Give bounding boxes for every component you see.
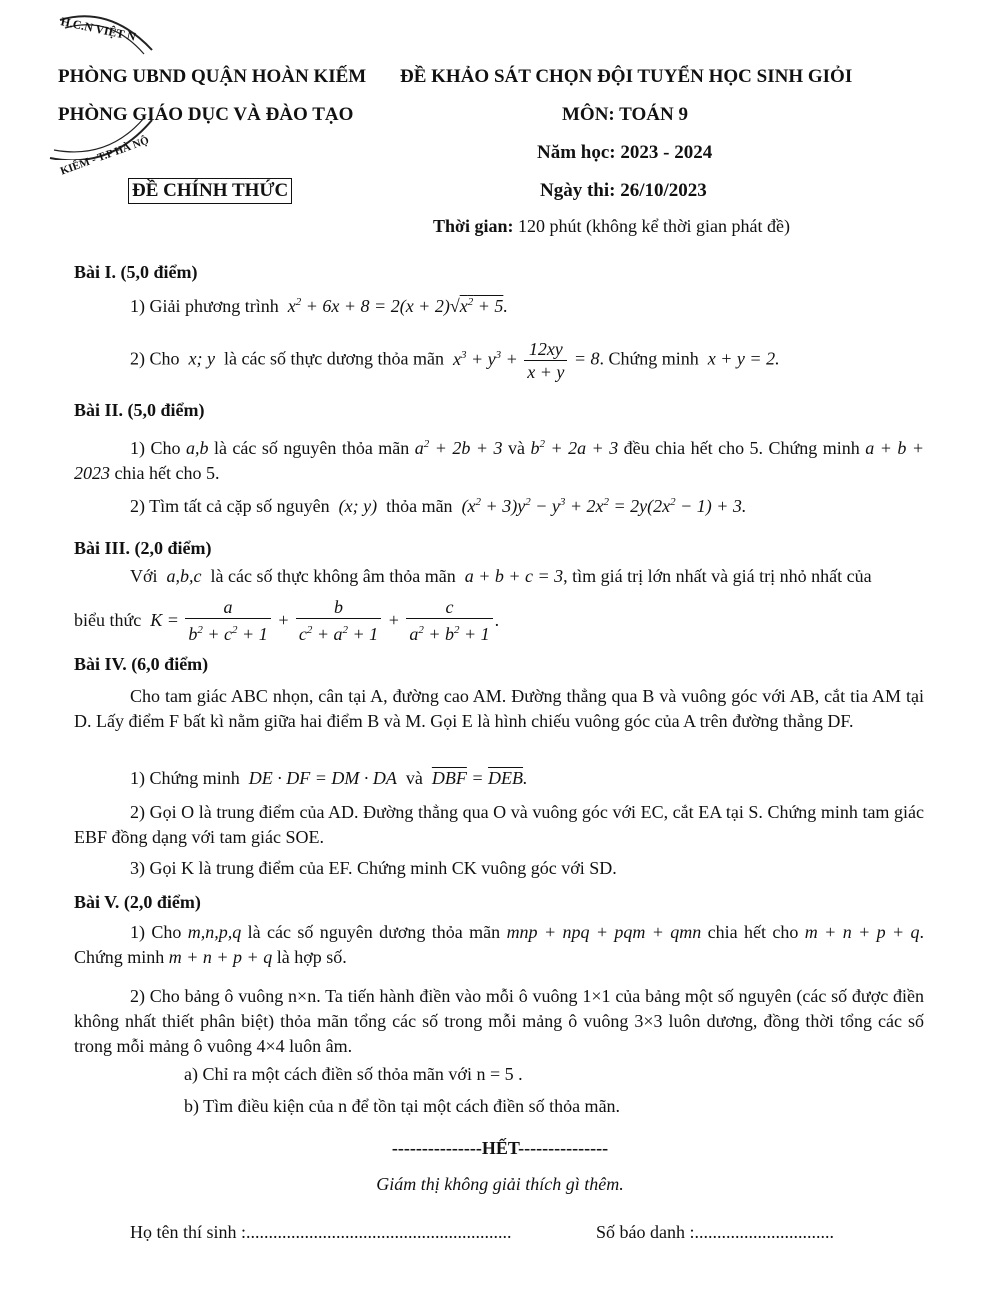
q2-lead: 2) Cho [130, 348, 180, 369]
time-label: Thời gian: [433, 216, 514, 236]
subject: MÔN: TOÁN 9 [562, 104, 688, 125]
problem-2-q2: 2) Tìm tất cả cặp số nguyên (x; y) thỏa mãn $(x^2 + 3)y^2 - y^3 + 2x^2 = 2y(2x^2 - 1) + 3$. [130, 496, 747, 516]
problem-2-title: Bài II. (5,0 điểm) [74, 400, 205, 420]
problem-3-title: Bài III. (2,0 điểm) [74, 538, 212, 558]
problem-4-q3: 3) Gọi K là trung điểm của EF. Chứng minh CK vuông góc với SD. [130, 858, 617, 878]
candidate-name-field: Họ tên thí sinh :........................................................... [130, 1222, 512, 1242]
problem-4-q2: 2) Gọi O là trung điểm của AD. Đường thẳng qua O và vuông góc với EC, cắt EA tại S. Chứng minh tam giác EBF đồng dạng với tam giác SOE. [74, 802, 924, 847]
exam-time [433, 216, 790, 237]
problem-4-intro: Cho tam giác ABC nhọn, cân tại A, đường cao AM. Đường thẳng qua B và vuông góc với AB, cắt tia AM tại D. Lấy điểm F bất kì nằm giữa hai điểm B và M. Gọi E là hình chiếu vuông góc của A trên đường thẳng DF. [74, 686, 924, 731]
fraction: $\frac{12xy}{x + y}$ [524, 338, 567, 383]
problem-5-q1: 1) Cho m,n,p,q là các số nguyên dương thỏa mãn mnp + npq + pqm + qmn chia hết cho m + n + p + q. Chứng minh m + n + p + q là hợp số. [74, 922, 925, 967]
problem-5-q2b: b) Tìm điều kiện của n để tồn tại một cách điền số thỏa mãn. [184, 1096, 621, 1116]
problem-5-title: Bài V. (2,0 điểm) [74, 892, 201, 912]
problem-2-q1: 1) Cho a,b là các số nguyên thỏa mãn $a^2 + 2b + 3$ và $b^2 + 2a + 3$ đều chia hết cho 5. Chứng minh a + b + 2023 chia hết cho 5. [74, 438, 925, 483]
problem-5-q2a: a) Chỉ ra một cách điền số thỏa mãn với n = 5 . [184, 1064, 523, 1084]
org-line1: PHÒNG UBND QUẬN HOÀN KIẾM [58, 66, 367, 87]
problem-3-expression: biểu thức K = $\frac{a}{b^2 + c^2 + 1}$ + $\frac{b}{c^2 + a^2 + 1}$ + $\frac{c}{a^2 + b^2 + 1}$ . [74, 597, 500, 644]
stamp-bottom-text: KIẾM - T.P HÀ NỘ [58, 134, 151, 178]
problem-5-q2: 2) Cho bảng ô vuông n×n. Ta tiến hành điền vào mỗi ô vuông 1×1 của bảng một số nguyên (các số được điền không nhất thiết phân biệt) thỏa mãn tổng các số trong mỗi mảng ô vuông 3×3 luôn dương, đồng thời tổng các số trong mỗi mảng ô vuông 4×4 luôn âm. [74, 986, 924, 1056]
problem-1-q2: 2) Cho x; y là các số thực dương thỏa mãn $x^3 + y^3$ + $\frac{12xy}{x + y}$ = 8. Chứng minh x + y = 2. [130, 339, 780, 382]
time-value: 120 phút (không kể thời gian phát đề) [518, 216, 790, 236]
proctor-note: Giám thị không giải thích gì thêm. [376, 1174, 624, 1194]
end-marker: ---------------HẾT--------------- [391, 1138, 609, 1158]
official-label: ĐỀ CHÍNH THỨC [128, 178, 292, 204]
problem-4-q1: 1) Chứng minh DE · DF = DM · DA và $\overline{DBF} = \overline{DEB}$. [130, 768, 528, 788]
org-line2: PHÒNG GIÁO DỤC VÀ ĐÀO TẠO [58, 104, 354, 125]
school-year: Năm học: 2023 - 2024 [537, 142, 713, 163]
problem-1-q1-text: 1) Giải phương trình [130, 296, 279, 316]
exam-date: Ngày thi: 26/10/2023 [540, 180, 707, 201]
candidate-id-field: Số báo danh :............................... [596, 1222, 834, 1242]
q2-end: . Chứng minh [599, 348, 699, 369]
exam-title: ĐỀ KHẢO SÁT CHỌN ĐỘI TUYỂN HỌC SINH GIỎI [400, 66, 853, 87]
problem-1-title: Bài I. (5,0 điểm) [74, 262, 198, 282]
q2-mid: là các số thực dương thỏa mãn [223, 348, 444, 369]
equation: $x^2 + 6x + 8 = 2(x + 2)√x^2 + 5$. [283, 296, 508, 316]
problem-1-q1 [130, 296, 508, 317]
problem-3-line1: Với a,b,c là các số thực không âm thỏa mãn a + b + c = 3, tìm giá trị lớn nhất và giá trị nhỏ nhất của [130, 566, 872, 586]
stamp-top-text: H.C.N VIỆT N [59, 14, 137, 44]
problem-4-title: Bài IV. (6,0 điểm) [74, 654, 209, 674]
